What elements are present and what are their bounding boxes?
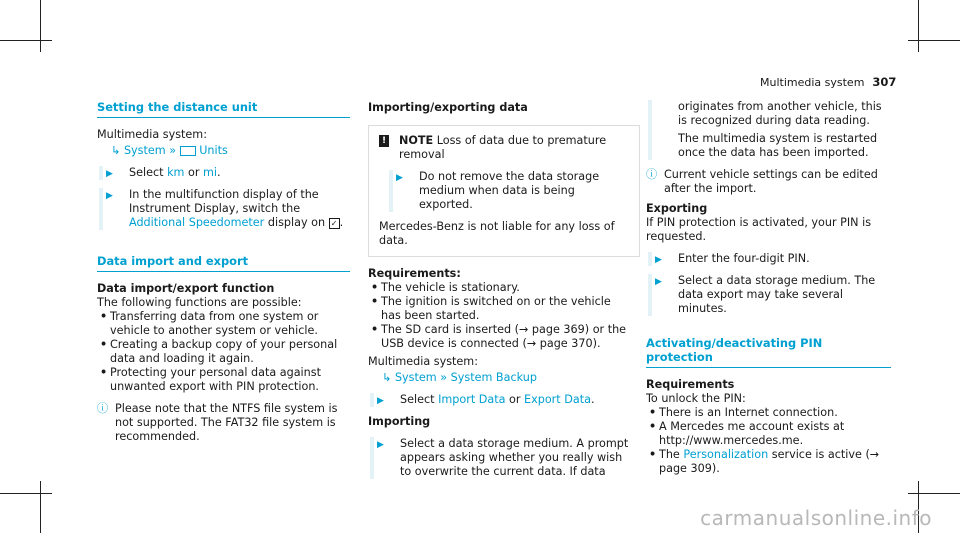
liability-text: Mercedes-Benz is not liable for any loss of data. [379,220,615,247]
right-column [646,100,891,476]
section-title: Multimedia system [760,76,865,89]
watermark: carmanualsonline.info [700,506,932,530]
list-item: • There is an Internet connection. [646,406,891,420]
requirements-list [646,406,891,476]
info-note: ⓘ Current vehicle settings can be edited after the import. [646,168,878,195]
crop-mark [0,493,52,494]
list-item: • The ignition is switched on or the vehicle has been started. [368,295,630,323]
list-item: • Protecting your personal data against unwanted export with PIN protection. [97,366,350,394]
info-note: ⓘ Please note that the NTFS file system is not supported. The FAT32 file system is recommended. [97,402,338,443]
double-chevron-icon: » [440,371,448,384]
exporting-heading: Exporting [646,202,708,215]
list-item: • The SD card is inserted (→ page 369) or the USB device is connected (→ page 370). [368,323,630,351]
instruction-step: ▶ Select a data storage medium. The data export may take several minutes. [648,274,891,316]
crop-mark [0,40,52,41]
requirements-label: Requirements [646,378,735,391]
instruction-step: ▶ Select km or mi. [99,166,350,180]
importing-heading: Importing [368,415,431,428]
instruction-step: ▶ Select Import Data or Export Data. [370,393,630,407]
section-heading: Setting the distance unit [97,100,350,118]
left-column [97,100,350,444]
requirements-label: Requirements: [368,267,461,280]
step-arrow-icon: ▶ [377,440,384,450]
menu-label: Multimedia system: [97,128,207,141]
crop-mark [40,0,41,52]
intro-text: The following functions are possible: [97,296,302,309]
menu-label: Multimedia system: [368,355,478,368]
path-arrow-icon: ↳ [111,144,121,157]
list-item: • Transferring data from one system or vehicle to another system or vehicle. [97,310,350,338]
requirements-list [368,281,630,351]
double-chevron-icon: » [169,144,177,157]
list-item: • Creating a backup copy of your personal data and loading it again. [97,338,350,366]
exporting-text: If PIN protection is activated, your PIN is requested. [646,216,872,243]
list-item: • The vehicle is stationary. [368,281,630,295]
list-item: • The Personalization service is active (→ page 309). [646,448,891,476]
instruction-step: ▶ Do not remove the data storage medium when data is being exported. [389,170,629,212]
warning-box: ! NOTE Loss of data due to premature removal ▶ Do not remove the data storage medium when data is being exported. Mercedes-Benz is not liable for any loss of data. [368,125,640,257]
step-arrow-icon: ▶ [377,396,384,406]
step-arrow-icon: ▶ [396,173,403,183]
crop-mark [40,481,41,533]
instruction-step: ▶ Select a data storage medium. A prompt appears asking whether you really wish to overwrite the current data. If data [370,437,630,479]
step-arrow-icon: ▶ [106,191,113,201]
step-arrow-icon: ▶ [106,169,113,179]
page-header [760,75,896,90]
instruction-step: ▶ In the multifunction display of the Instrument Display, switch the Additional Speedometer display on ✓ . [99,188,350,230]
feature-list [97,310,350,394]
units-icon [180,146,196,156]
menu-path: ↳ System » System Backup [382,371,537,384]
list-item: • A Mercedes me account exists at http://www.mercedes.me. [646,420,891,448]
unlock-text: To unlock the PIN: [646,392,746,405]
checkbox-checked-icon: ✓ [329,218,340,229]
info-icon: ⓘ [97,402,109,415]
path-arrow-icon: ↳ [382,371,392,384]
section-subheading: Importing/exporting data [368,101,528,114]
warning-icon: ! [379,135,389,147]
section-heading: Activating/deactivating PIN protection [646,336,891,368]
subheading: Data import/export function [97,282,275,295]
crop-mark [918,0,919,52]
crop-mark [908,40,960,41]
instruction-step: ▶ Enter the four-digit PIN. [648,252,891,266]
step-arrow-icon: ▶ [655,277,662,287]
crop-mark [908,493,960,494]
info-icon: ⓘ [646,168,658,181]
menu-path: ↳ System » Units [111,144,228,157]
instruction-continuation: originates from another vehicle, this is recognized during data reading. The multimedia system is restarted once the data has been imported. [648,100,891,160]
middle-column [368,100,630,487]
section-heading: Data import and export [97,254,350,272]
step-arrow-icon: ▶ [655,255,662,265]
page-number: 307 [872,75,897,89]
